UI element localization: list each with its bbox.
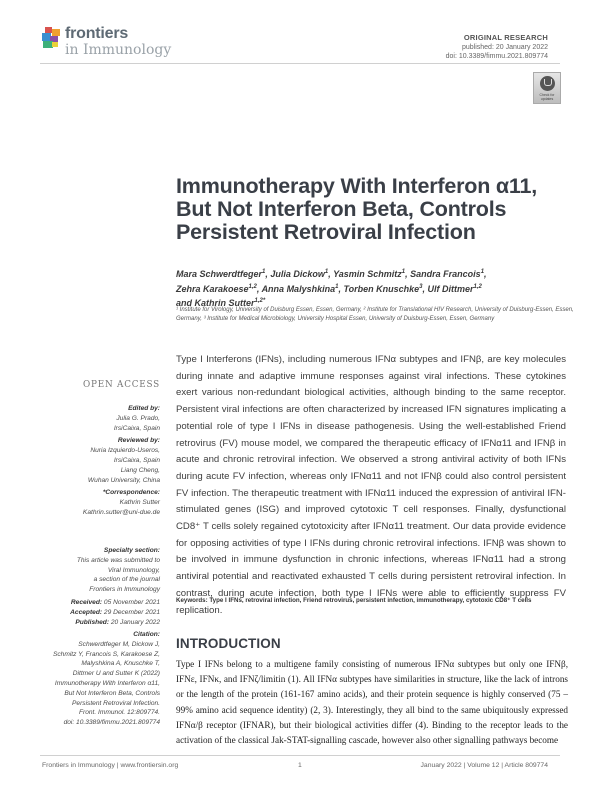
- author-link[interactable]: Yasmin Schmitz$^1$: [333, 269, 406, 279]
- title-line-3: Persistent Retroviral Infection: [176, 220, 476, 244]
- check-for-updates-button[interactable]: [533, 72, 561, 104]
- introduction-text: Type I IFNs belong to a multigene family consisting of numerous IFNα subtypes but only one IFNβ, IFNε, IFNκ, and IFNζ/limitin (1). All IFNα subtypes have similarities in structure, like the lack of introns or the length of the protein (161-167 amino acids), and their protein sequence is highly conserved (75 – 99% amino acid sequence identity) (2, 3). Interestingly, they all bind to the same ubiquitously expressed IFNα/β receptor (IFNAR), but their biological activities differ (4). Binding to the receptor leads to the activation of the classical Jak-STAT-signalling cascade, however also other signalling pathways become: [176, 659, 568, 746]
- editor-affiliation: IrsiCaixa, Spain: [113, 424, 160, 432]
- footer-divider: [40, 755, 560, 756]
- citation-line: Dittmer U and Sutter K (2022): [72, 670, 160, 678]
- citation-line: Schmitz Y, Francois S, Karakoese Z,: [52, 650, 160, 658]
- author-link[interactable]: Zehra Karakoese$^{1,2}$: [176, 283, 257, 294]
- citation-label: Citation:: [133, 631, 160, 638]
- reviewer-name: Liang Cheng,: [120, 466, 160, 474]
- journal-logo[interactable]: [42, 26, 171, 57]
- reviewer-affiliation: Wuhan University, China: [87, 476, 160, 484]
- keywords: Keywords: Type I IFNs, retroviral infection, Friend retrovirus, persistent infection, immunotherapy, cytotoxic CD8⁺ T cells: [176, 597, 532, 604]
- citation-line: Malyshkina A, Knuschke T,: [81, 660, 160, 668]
- reviewed-by-label: Reviewed by:: [117, 437, 160, 445]
- footer-journal-link[interactable]: Frontiers in Immunology | www.frontiersin.org: [42, 762, 179, 769]
- author-link[interactable]: Mara Schwerdtfeger$^1$: [176, 269, 266, 279]
- accepted-date: Accepted: 29 December 2021: [70, 608, 160, 616]
- sidebar-editors: [30, 404, 160, 518]
- correspondence-name: Kathrin Sutter: [119, 499, 160, 507]
- author-link[interactable]: and Kathrin Sutter$^{1,2*}$: [176, 298, 266, 308]
- author-link[interactable]: Julia Dickow$^1$: [270, 269, 329, 279]
- author-link[interactable]: Sandra Francois$^1$: [410, 269, 485, 279]
- article-title: [176, 175, 556, 244]
- check-updates-label-1: Check for: [539, 93, 555, 97]
- editor-name: Julia G. Prado,: [116, 414, 160, 422]
- correspondence-email[interactable]: Kathrin.sutter@uni-due.de: [82, 508, 160, 516]
- citation-line: Persistent Retroviral Infection.: [72, 699, 160, 707]
- title-line-1: Immunotherapy With Interferon α11,: [176, 174, 538, 198]
- specialty-line: Frontiers in Immunology: [89, 586, 160, 594]
- abstract: Type I Interferons (IFNs), including numerous IFNα subtypes and IFNβ, are key molecules during innate and adaptive immune responses against viral infections. These cytokines exert various non-redundant biological activities, although binding to the same receptor. Persistent viral infections are often characterized by increased IFN signatures implicating a potential role of type I IFNs in disease pathogenesis. Using the well-established Friend retrovirus (FV) mouse model, we compared the therapeutic efficacy of IFNα11 and IFNβ in acute and chronic retroviral infection. We observed a strong antiviral activity of both IFNs during acute FV infection, whereas only IFNα11 and not IFNβ could also control persistent FV infection. The therapeutic treatment with IFNα11 induced the expression of antiviral IFN-stimulated genes (ISG) and improved cytotoxic T cell responses. Finally, dysfunctional CD8⁺ T cells solely regained cytotoxicity after IFNα11 treatment. Our data provide evidence for opposing activities of type I IFNs during chronic retroviral infections. IFNβ was shown to be involved in immune dysfunction in chronic infections, whereas IFNα11 had a strong antiviral potential and reactivated exhausted T cells during persistent retroviral infection. In contrast, during acute infection, both type I IFNs were able to efficiently suppress FV replication.: [176, 354, 566, 616]
- open-access-label: OPEN ACCESS: [83, 380, 160, 390]
- specialty-line: Viral Immunology,: [107, 566, 160, 574]
- sidebar-citation: [30, 630, 160, 728]
- published-date-sidebar: Published: 20 January 2022: [75, 618, 160, 626]
- reviewer-affiliation: IrsiCaixa, Spain: [113, 456, 160, 464]
- citation-line: Immunotherapy With Interferon α11,: [54, 679, 160, 687]
- introduction-heading: INTRODUCTION: [176, 636, 281, 651]
- sidebar-specialty: [30, 546, 160, 627]
- check-for-updates-icon: [540, 76, 555, 91]
- article-meta: [446, 33, 548, 62]
- header-divider: [40, 63, 560, 64]
- citation-line: Front. Immunol. 12:809774.: [78, 709, 160, 717]
- page-number: 1: [298, 762, 302, 769]
- title-line-2: But Not Interferon Beta, Controls: [176, 197, 507, 221]
- author-link[interactable]: Ulf Dittmer$^{1,2}$: [427, 283, 482, 294]
- specialty-section-label: Specialty section:: [103, 547, 160, 554]
- received-date: Received: 05 November 2021: [70, 598, 160, 606]
- specialty-line: This article was submitted to: [76, 556, 160, 564]
- correspondence-label: *Correspondence:: [102, 489, 160, 497]
- citation-line: But Not Interferon Beta, Controls: [64, 689, 160, 697]
- edited-by-label: Edited by:: [128, 405, 160, 412]
- article-type: ORIGINAL RESEARCH: [463, 33, 548, 42]
- doi-link[interactable]: doi: 10.3389/fimmu.2021.809774: [445, 53, 548, 60]
- published-date: published: 20 January 2022: [461, 43, 548, 51]
- citation-line: Schwerdtfeger M, Dickow J,: [78, 640, 160, 648]
- affiliations: ¹ Institute for Virology, University of Duisburg Essen, Essen, Germany, ² Institute for Translational HIV Research, University of Duisburg-Essen, Essen, Germany, ³ Institute for Medical Microbiology, University Hospital Essen, University of Duisburg-Essen, Essen, Germany: [176, 307, 574, 322]
- author-list: Mara Schwerdtfeger$^1$, Julia Dickow$^1$, Yasmin Schmitz$^1$, Sandra Francois$^1$, Zehra Karakoese$^{1,2}$, Anna Malyshkina$^1$, Torben Knuschke$^3$, Ulf Dittmer$^{1,2}$ and Kathrin Sutter$^{1,2*}$: [176, 269, 487, 308]
- check-updates-label-2: updates: [540, 97, 554, 101]
- reviewer-name: Nuria Izquierdo-Useros,: [90, 447, 160, 455]
- footer-issue-info: January 2022 | Volume 12 | Article 809774: [420, 762, 548, 769]
- author-link[interactable]: Anna Malyshkina$^1$: [261, 283, 339, 294]
- logo-brand: frontiers: [65, 25, 129, 42]
- logo-journal-name: in Immunology: [65, 42, 172, 58]
- citation-doi-link[interactable]: doi: 10.3389/fimmu.2021.809774: [63, 719, 160, 727]
- frontiers-logo-mark-icon: [42, 27, 62, 49]
- author-link[interactable]: Torben Knuschke$^3$: [343, 283, 423, 294]
- specialty-line: a section of the journal: [93, 576, 160, 584]
